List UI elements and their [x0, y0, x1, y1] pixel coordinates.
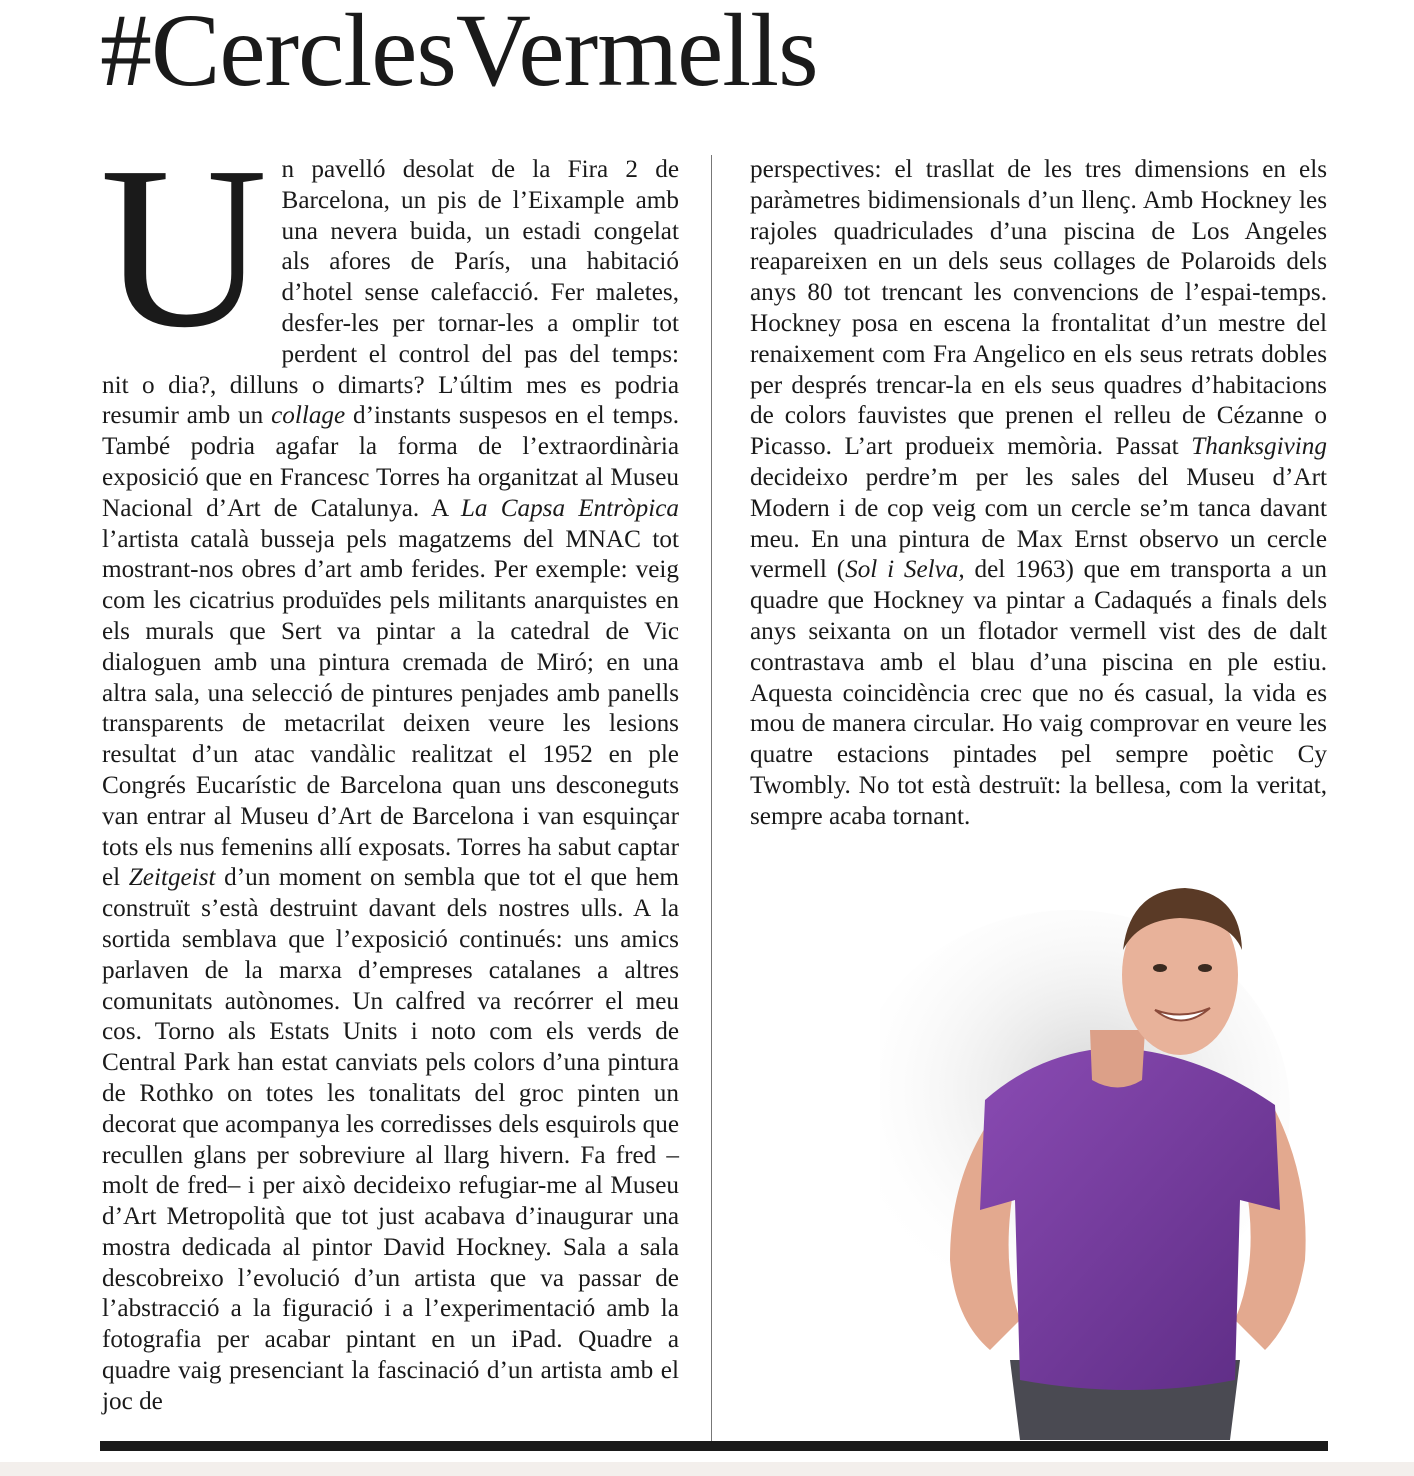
text-run: decideixo perdre’m per les sales del Museu d’Art Modern i de cop veig com un cercle se’m tanca davant meu. En una pintura de Max Ernst observo un cercle vermell ( — [750, 463, 1327, 584]
text-run: del 1963) que em transporta a un quadre que Hockney va pintar a Cadaqués a finals dels anys seixanta on un flotador vermell vist des de dalt contrastava amb el blau d’una piscina en ple estiu. Aquesta coincidència crec que no és casual, la vida es mou de manera circular. Ho vaig comprovar en veure les quatre estacions pintades pel sempre poètic Cy Twombly. No tot està destruït: la bellesa, com la veritat, sempre acaba tornant. — [750, 556, 1327, 830]
italic-term: Zeitgeist — [128, 864, 216, 892]
italic-term: La Capsa Entròpica — [460, 494, 679, 522]
text-run: d’instants suspesos en el temps. També podria agafar la forma de l’extraordinària exposició que en Francesc Torres ha organitzat al Museu Nacional d’Art de Catalunya. A — [102, 402, 679, 522]
text-run: l’artista català busseja pels magatzems del MNAC tot mostrant-nos obres d’art amb ferides. Per exemple: veig com les cicatrius produïdes pels militants anarquistes en els murals que Sert va pintar a la catedral de Vic dialoguen amb una pintura cremada de Miró; en una altra sala, una selecció de pintures penjades amb panells transparents de metacrilat deixen veure les lesions resultat d’un atac vandàlic realitzat el 1952 en ple Congrés Eucarístic de Barcelona quan uns desconeguts van entrar al Museu d’Art de Barcelona i van esquinçar tots els nus femenins allí exposats. Torres ha sabut captar el — [102, 525, 679, 892]
italic-term: collage — [271, 402, 346, 430]
text-run: perspectives: el trasllat de les tres dimensions en els paràmetres bidimensionals d’un llenç. Amb Hockney les rajoles quadriculades d’una piscina de Los Angeles reapareixen en un dels seus collages de Polaroids dels anys 80 tot trencant les convencions de l’espai-temps. Hockney posa en escena la frontalitat d’un mestre del renaixement com Fra Angelico en els seus retrats dobles per després trencar-la en els seus quadres d’habitacions de colors fauvistes que prenen el relleu de Cézanne o Picasso. L’art produeix memòria. Passat — [750, 156, 1327, 461]
bottom-rule — [100, 1441, 1328, 1451]
italic-term: Thanksgiving — [1191, 433, 1327, 461]
page-bottom-edge — [0, 1462, 1414, 1476]
neck — [1090, 1030, 1145, 1088]
eye-left — [1153, 964, 1167, 972]
text-run: n pavelló desolat de la Fira 2 de Barcelona, un pis de l’Eixample amb una nevera buida, un estadi congelat als afores de París, una habitació d’hotel sense calefacció. Fer maletes, desfer-les per tornar-les a omplir tot perdent el control del pas del temps: nit o dia?, dilluns o dimarts? L’últim mes es podria resumir amb un — [102, 156, 679, 430]
author-portrait-icon — [880, 880, 1320, 1440]
column-divider — [711, 155, 712, 1443]
eye-right — [1198, 964, 1212, 972]
text-run: d’un moment on sembla que tot el que hem construït s’està destruint davant dels nostres ulls. A la sortida semblava que l’exposició continués: uns amics parlaven de la marxa d’empreses catalanes a altres comunitats autònomes. Un calfred va recórrer el meu cos. Torno als Estats Units i noto com els verds de Central Park han estat canviats pels colors d’una pintura de Rothko on totes les tonalitats del groc pinten un decorat que acompanya les corredisses dels esquirols que recullen glans per sobreviure al llarg hivern. Fa fred –molt de fred– i per això decideixo refugiar-me al Museu d’Art Metropolità que tot just acabava d’inaugurar una mostra dedicada al pintor David Hockney. Sala a sala descobreixo l’evolució d’un artista que va passar de l’abstracció a la figuració i a l’experimentació amb la fotografia per acabar pintant en un iPad. Quadre a quadre vaig presenciant la fascinació d’un artista amb el joc de — [102, 864, 680, 1415]
drop-cap: U — [100, 119, 268, 376]
article-paragraph — [100, 119, 680, 1418]
italic-term: Sol i Selva, — [845, 556, 965, 584]
article-paragraph — [750, 155, 1327, 833]
article-column-left — [100, 119, 680, 1418]
page-title: #CerclesVermells — [100, 0, 818, 108]
article-column-right — [750, 155, 1327, 833]
purple-shirt — [980, 1050, 1280, 1390]
